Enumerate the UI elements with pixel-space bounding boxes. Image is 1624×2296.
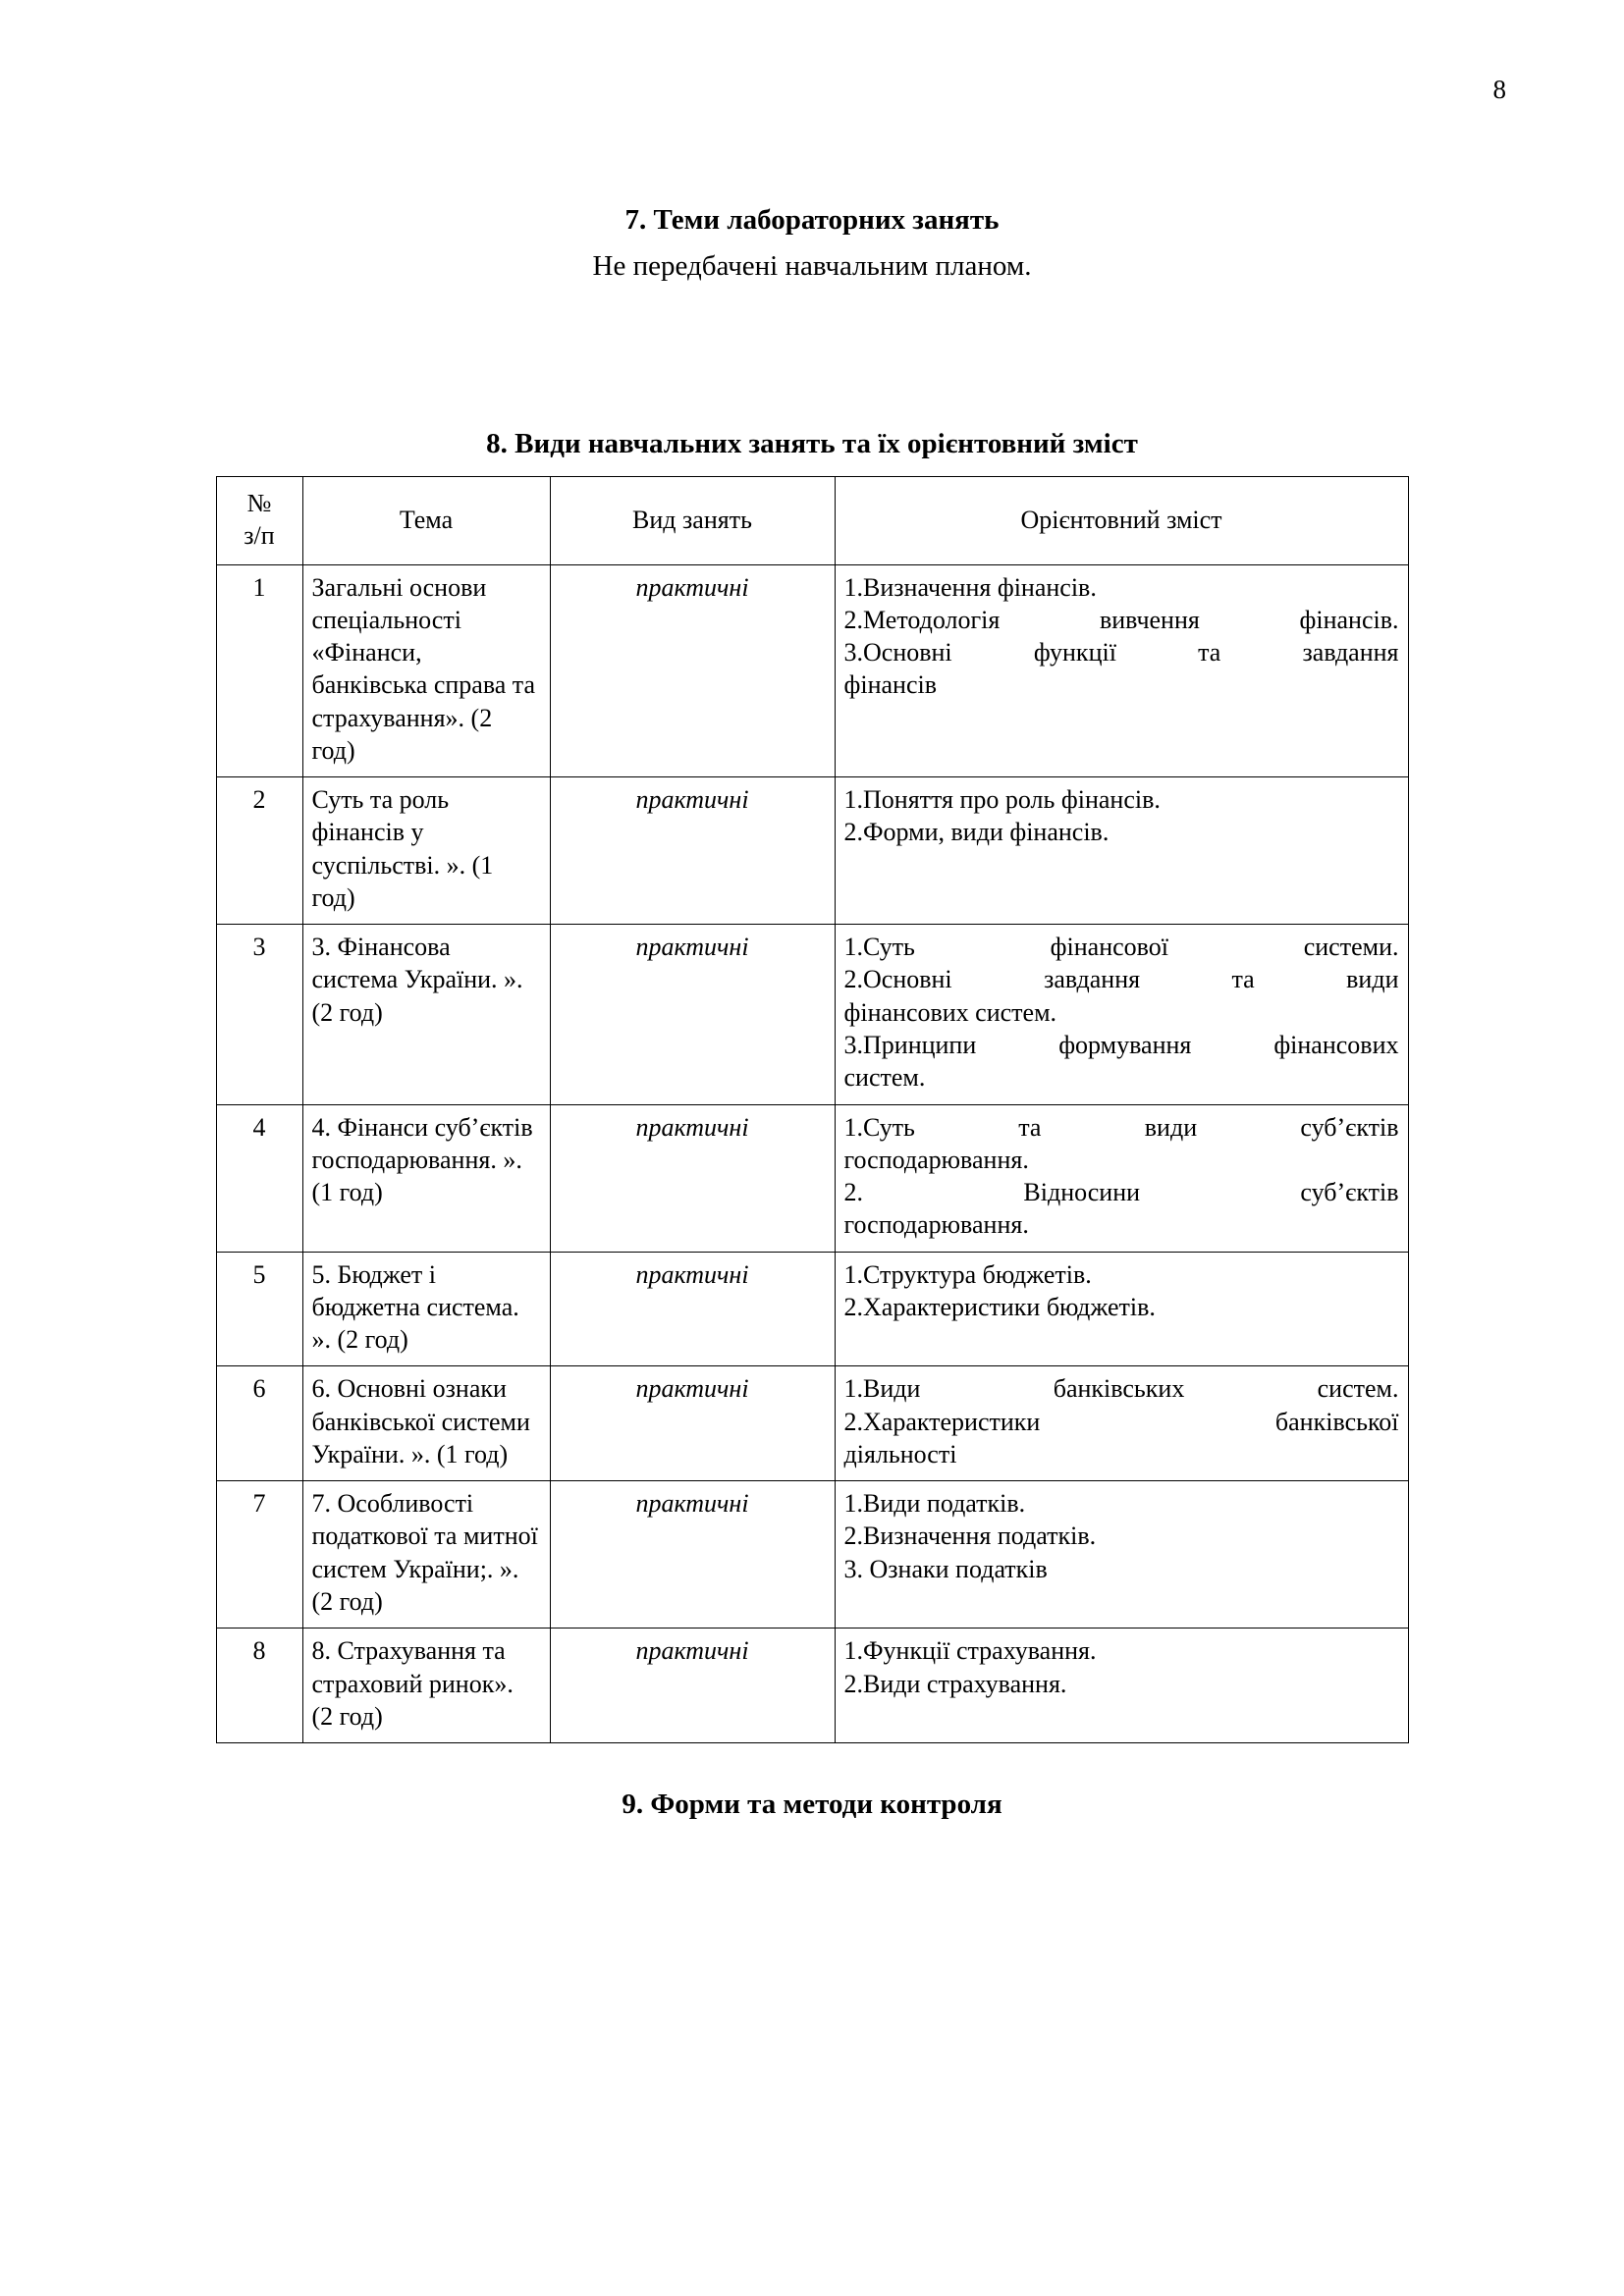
cell-content: [835, 1252, 1408, 1366]
cell-kind: практичні: [550, 1629, 835, 1743]
table-row: [216, 1366, 1408, 1481]
cell-number: 1: [216, 564, 302, 777]
content-line: 3.Принципи формування фінансових: [843, 1030, 1399, 1059]
cell-kind: практичні: [550, 777, 835, 925]
content-line: систем.: [843, 1063, 926, 1093]
table-row: [216, 564, 1408, 777]
column-header-number-line2: з/п: [244, 521, 275, 551]
content-line: 2.Форми, види фінансів.: [843, 818, 1110, 847]
lessons-table: [216, 476, 1409, 1743]
content-line: 2.Види страхування.: [843, 1669, 1067, 1698]
content-line: 1.Види банківських систем.: [843, 1374, 1399, 1404]
cell-kind: практичні: [550, 1104, 835, 1252]
content-line: 2.Характеристики банківської: [843, 1407, 1399, 1436]
table-row: [216, 1252, 1408, 1366]
cell-number: 6: [216, 1366, 302, 1481]
column-header-kind: Вид занять: [550, 477, 835, 565]
cell-number: 8: [216, 1629, 302, 1743]
content-line: 1.Структура бюджетів.: [843, 1259, 1092, 1289]
content-line: 1.Визначення фінансів.: [843, 572, 1097, 602]
cell-topic: 3. Фінансова система України. ». (2 год): [302, 925, 550, 1104]
content-line: фінансів: [843, 670, 937, 700]
cell-topic: Загальні основи спеціальності «Фінанси, банківська справа та страхування». (2 год): [302, 564, 550, 777]
content-line: 1.Суть та види суб’єктів: [843, 1112, 1399, 1142]
section-8-heading: 8. Види навчальних занять та їх орієнтовний зміст: [486, 428, 1138, 459]
cell-topic: 4. Фінанси суб’єктів господарювання. ». (1 год): [302, 1104, 550, 1252]
content-line: 2.Методологія вивчення фінансів.: [843, 605, 1399, 634]
content-line: господарювання.: [843, 1145, 1029, 1174]
cell-number: 4: [216, 1104, 302, 1252]
cell-number: 3: [216, 925, 302, 1104]
table-header-row: [216, 477, 1408, 565]
column-header-topic: Тема: [302, 477, 550, 565]
cell-content: [835, 925, 1408, 1104]
content-line: 2.Основні завдання та види: [843, 965, 1399, 994]
content-line: діяльності: [843, 1439, 957, 1468]
table-row: [216, 777, 1408, 925]
cell-kind: практичні: [550, 1481, 835, 1629]
cell-content: [835, 777, 1408, 925]
table-body: [216, 564, 1408, 1743]
page-number: 8: [1492, 75, 1506, 104]
cell-topic: 8. Страхування та страховий ринок». (2 год): [302, 1629, 550, 1743]
content-line: 1.Поняття про роль фінансів.: [843, 785, 1161, 815]
table-row: [216, 1629, 1408, 1743]
content-line: 1.Функції страхування.: [843, 1636, 1097, 1666]
column-header-content: Орієнтовний зміст: [835, 477, 1408, 565]
table-row: [216, 1104, 1408, 1252]
cell-content: [835, 1104, 1408, 1252]
cell-topic: 6. Основні ознаки банківської системи України. ». (1 год): [302, 1366, 550, 1481]
cell-content: [835, 1366, 1408, 1481]
cell-number: 2: [216, 777, 302, 925]
content-line: фінансових систем.: [843, 997, 1057, 1027]
content-line: 3. Ознаки податків: [843, 1554, 1048, 1583]
cell-kind: практичні: [550, 1252, 835, 1366]
cell-content: [835, 1629, 1408, 1743]
column-header-number-line1: №: [246, 489, 272, 517]
cell-number: 7: [216, 1481, 302, 1629]
table-row: [216, 1481, 1408, 1629]
table-row: [216, 925, 1408, 1104]
cell-content: [835, 564, 1408, 777]
cell-kind: практичні: [550, 1366, 835, 1481]
content-line: 2.Визначення податків.: [843, 1522, 1097, 1551]
content-line: 2.Характеристики бюджетів.: [843, 1292, 1156, 1321]
cell-topic: 7. Особливості податкової та митної систем України;. ». (2 год): [302, 1481, 550, 1629]
content-line: 1.Суть фінансової системи.: [843, 933, 1399, 962]
section-7-heading: 7. Теми лабораторних занять: [624, 204, 1000, 236]
section-7-body: Не передбачені навчальним планом.: [592, 250, 1032, 282]
cell-topic: Суть та роль фінансів у суспільстві. ». (1 год): [302, 777, 550, 925]
section-9-heading: 9. Форми та методи контроля: [622, 1789, 1002, 1821]
column-header-number: [216, 477, 302, 565]
content-line: 3.Основні функції та завдання: [843, 638, 1399, 667]
cell-kind: практичні: [550, 925, 835, 1104]
content-line: господарювання.: [843, 1210, 1029, 1240]
cell-topic: 5. Бюджет і бюджетна система. ». (2 год): [302, 1252, 550, 1366]
content-line: 2. Відносини суб’єктів: [843, 1178, 1399, 1207]
cell-kind: практичні: [550, 564, 835, 777]
cell-number: 5: [216, 1252, 302, 1366]
cell-content: [835, 1481, 1408, 1629]
content-line: 1.Види податків.: [843, 1489, 1026, 1519]
